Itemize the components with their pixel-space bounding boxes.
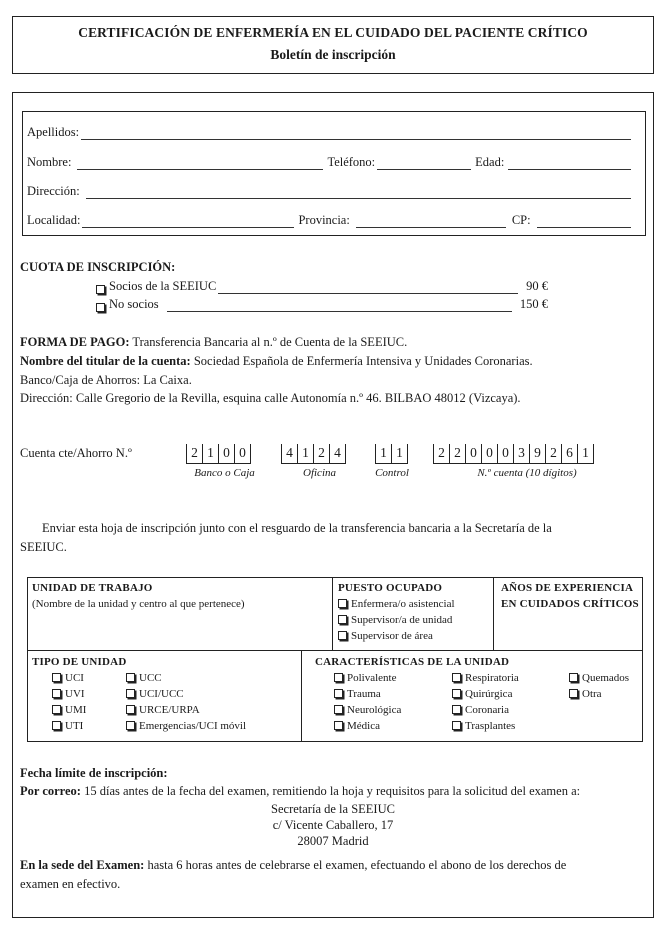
tipo-option[interactable]: [52, 688, 85, 700]
checkbox-icon[interactable]: [569, 689, 578, 698]
localidad-row: [27, 212, 631, 228]
account-digit[interactable]: 0: [498, 444, 514, 464]
edad-field[interactable]: [508, 158, 631, 170]
apellidos-field[interactable]: [81, 128, 631, 140]
direccion-label: Dirección:: [27, 184, 80, 198]
telefono-label: Teléfono:: [327, 155, 376, 169]
tipo-option[interactable]: [126, 704, 200, 716]
checkbox-icon[interactable]: [334, 673, 343, 682]
account-digit[interactable]: 1: [298, 444, 314, 464]
bank-name: Banco/Caja de Ahorros: La Caixa.: [20, 373, 192, 387]
localidad-label: Localidad:: [27, 213, 81, 227]
caract-option-label: Polivalente: [347, 672, 397, 684]
caract-option[interactable]: [452, 704, 509, 716]
unidad-title: UNIDAD DE TRABAJO: [32, 582, 153, 594]
tipo-option-label: UCC: [139, 672, 162, 684]
caract-option-label: Médica: [347, 720, 380, 732]
fee-option-price: 150 €: [519, 297, 548, 311]
tipo-option-label: UMI: [65, 704, 87, 716]
leader-line: [218, 282, 518, 294]
caract-option-label: Quemados: [582, 672, 630, 684]
form-header: [12, 16, 654, 74]
puesto-title: PUESTO OCUPADO: [338, 582, 443, 594]
checkbox-icon[interactable]: [569, 673, 578, 682]
fee-option-label: No socios: [109, 297, 159, 311]
account-digit[interactable]: 0: [482, 444, 498, 464]
account-caption-cuenta: N.º cuenta (10 dígitos): [477, 467, 577, 479]
fee-option-label: Socios de la SEEIUC: [109, 279, 217, 293]
tipo-option-label: Emergencias/UCI móvil: [139, 720, 247, 732]
direccion-field[interactable]: [86, 187, 631, 199]
provincia-label: Provincia:: [298, 213, 350, 227]
account-holder-label: Nombre del titular de la cuenta:: [20, 354, 191, 368]
checkbox-icon[interactable]: [126, 673, 135, 682]
tipo-option[interactable]: [52, 704, 86, 716]
caract-option-label: Respiratoria: [465, 672, 519, 684]
account-digit[interactable]: 1: [203, 444, 219, 464]
deadline-title: Fecha límite de inscripción:: [20, 766, 168, 780]
account-group-banco: [186, 444, 251, 464]
account-holder-text: Sociedad Española de Enfermería Intensiva y Unidades Coronarias.: [190, 354, 533, 368]
address-line: 28007 Madrid: [297, 834, 369, 848]
checkbox-icon[interactable]: [126, 689, 135, 698]
edad-label: Edad:: [475, 155, 505, 169]
checkbox-icon[interactable]: [338, 599, 347, 608]
divider: [28, 650, 642, 651]
checkbox-icon[interactable]: [52, 721, 61, 730]
caract-option-label: Quirúrgica: [465, 688, 513, 700]
checkbox-icon[interactable]: [334, 721, 343, 730]
checkbox-icon[interactable]: [338, 631, 347, 640]
account-digit[interactable]: 0: [235, 444, 251, 464]
tipo-option-label: UVI: [65, 688, 85, 700]
caract-option-label: Otra: [582, 688, 602, 700]
send-note-line-2: SEEIUC.: [20, 540, 67, 554]
deadline-sede: [20, 858, 566, 873]
address-line: c/ Vicente Caballero, 17: [272, 818, 394, 832]
tipo-option-label: UCI: [65, 672, 84, 684]
tipo-option-label: UCI/UCC: [139, 688, 184, 700]
tipo-option[interactable]: [126, 720, 246, 732]
payment-method-label: FORMA DE PAGO:: [20, 335, 130, 349]
secretaria-address: [12, 801, 654, 849]
telefono-field[interactable]: [377, 158, 471, 170]
tipo-option-label: UTI: [65, 720, 84, 732]
puesto-option[interactable]: [338, 598, 455, 610]
address-line: Secretaría de la SEEIUC: [271, 802, 395, 816]
checkbox-icon[interactable]: [452, 705, 461, 714]
apellidos-label: Apellidos:: [27, 125, 80, 139]
account-caption-control: Control: [375, 467, 409, 479]
checkbox-icon[interactable]: [126, 721, 135, 730]
tipo-option[interactable]: [126, 688, 184, 700]
divider: [301, 650, 302, 741]
nombre-row: [27, 154, 631, 170]
deadline-sede-text: hasta 6 horas antes de celebrarse el examen, efectuando el abono de los derechos de: [144, 858, 567, 872]
account-digit[interactable]: 2: [546, 444, 562, 464]
checkbox-icon[interactable]: [452, 721, 461, 730]
account-digit[interactable]: 1: [376, 444, 392, 464]
caract-option[interactable]: [452, 672, 519, 684]
leader-line: [167, 300, 512, 312]
account-digit[interactable]: 2: [434, 444, 450, 464]
account-digit[interactable]: 0: [466, 444, 482, 464]
fee-option-no-socios[interactable]: [96, 296, 548, 312]
account-digit[interactable]: 9: [530, 444, 546, 464]
fee-option-socios[interactable]: [96, 278, 548, 294]
caract-option[interactable]: [334, 704, 401, 716]
account-digit[interactable]: 1: [392, 444, 408, 464]
puesto-option-label: Enfermera/o asistencial: [351, 598, 455, 610]
puesto-option[interactable]: [338, 630, 433, 642]
account-digit[interactable]: 2: [314, 444, 330, 464]
account-caption-oficina: Oficina: [303, 467, 336, 479]
experiencia-title-2: EN CUIDADOS CRÍTICOS: [501, 598, 639, 610]
apellidos-row: [27, 124, 631, 140]
account-group-control: [375, 444, 408, 464]
fee-title: CUOTA DE INSCRIPCIÓN:: [20, 260, 176, 274]
checkbox-icon[interactable]: [52, 689, 61, 698]
form-subtitle: Boletín de inscripción: [270, 47, 396, 62]
divider: [332, 578, 333, 650]
account-digit[interactable]: 2: [450, 444, 466, 464]
caract-option[interactable]: [334, 720, 380, 732]
direccion-row: [27, 183, 631, 199]
deadline-mail-text: 15 días antes de la fecha del examen, remitiendo la hoja y requisitos para la solicitud del examen a:: [80, 784, 581, 798]
checkbox-icon[interactable]: [96, 285, 105, 294]
caract-option[interactable]: [452, 720, 515, 732]
account-holder: [20, 354, 533, 369]
localidad-field[interactable]: [82, 216, 294, 228]
caract-option-label: Neurológica: [347, 704, 402, 716]
divider: [493, 578, 494, 650]
checkbox-icon[interactable]: [52, 673, 61, 682]
caract-option[interactable]: [452, 688, 512, 700]
caract-option-label: Trasplantes: [465, 720, 516, 732]
deadline-sede-line-2: examen en efectivo.: [20, 877, 121, 891]
payment-method: [20, 335, 407, 350]
provincia-field[interactable]: [356, 216, 506, 228]
checkbox-icon[interactable]: [126, 705, 135, 714]
puesto-option-label: Supervisor de área: [351, 630, 433, 642]
tipo-option[interactable]: [52, 672, 84, 684]
caract-option-label: Coronaria: [465, 704, 509, 716]
checkbox-icon[interactable]: [338, 615, 347, 624]
account-digit[interactable]: 0: [219, 444, 235, 464]
puesto-option[interactable]: [338, 614, 452, 626]
work-info-table: [27, 577, 643, 742]
account-digit[interactable]: 3: [514, 444, 530, 464]
caract-option[interactable]: [334, 688, 381, 700]
puesto-option-label: Supervisor/a de unidad: [351, 614, 453, 626]
account-group-cuenta: [433, 444, 594, 464]
tipo-option[interactable]: [52, 720, 83, 732]
deadline-mail-label: Por correo:: [20, 784, 81, 798]
account-digit[interactable]: 4: [330, 444, 346, 464]
caract-option-label: Trauma: [347, 688, 381, 700]
account-digit[interactable]: 2: [187, 444, 203, 464]
caract-option[interactable]: [334, 672, 397, 684]
bank-address: Dirección: Calle Gregorio de la Revilla, esquina calle Autonomía n.º 46. BILBAO 48012 (Vizcaya).: [20, 391, 521, 405]
tipo-title: TIPO DE UNIDAD: [32, 656, 127, 668]
checkbox-icon[interactable]: [452, 689, 461, 698]
fee-option-price: 90 €: [526, 279, 548, 293]
experiencia-title-1: AÑOS DE EXPERIENCIA: [501, 582, 634, 594]
checkbox-icon[interactable]: [452, 673, 461, 682]
account-group-oficina: [281, 444, 346, 464]
personal-data-box: [22, 111, 646, 236]
caract-title: CARACTERÍSTICAS DE LA UNIDAD: [315, 656, 510, 668]
deadline-sede-label: En la sede del Examen:: [20, 858, 145, 872]
tipo-option[interactable]: [126, 672, 162, 684]
checkbox-icon[interactable]: [334, 705, 343, 714]
account-digit[interactable]: 6: [562, 444, 578, 464]
account-digit[interactable]: 1: [578, 444, 594, 464]
checkbox-icon[interactable]: [334, 689, 343, 698]
tipo-option-label: URCE/URPA: [139, 704, 200, 716]
payment-method-text: Transferencia Bancaria al n.º de Cuenta de la SEEIUC.: [129, 335, 408, 349]
cp-label: CP:: [511, 213, 531, 227]
cp-field[interactable]: [537, 216, 631, 228]
nombre-field[interactable]: [77, 158, 323, 170]
deadline-mail: [20, 784, 580, 799]
caract-option[interactable]: [569, 672, 629, 684]
account-digit[interactable]: 4: [282, 444, 298, 464]
checkbox-icon[interactable]: [52, 705, 61, 714]
checkbox-icon[interactable]: [96, 303, 105, 312]
caract-option[interactable]: [569, 688, 602, 700]
send-note-line-1: Enviar esta hoja de inscripción junto con el resguardo de la transferencia bancaria a la Secretaría de la: [42, 521, 552, 535]
account-caption-banco: Banco o Caja: [194, 467, 255, 479]
unidad-subtitle: (Nombre de la unidad y centro al que pertenece): [32, 598, 245, 610]
form-title: CERTIFICACIÓN DE ENFERMERÍA EN EL CUIDADO DEL PACIENTE CRÍTICO: [78, 25, 588, 40]
nombre-label: Nombre:: [27, 155, 72, 169]
account-label: Cuenta cte/Ahorro N.º: [20, 446, 132, 460]
